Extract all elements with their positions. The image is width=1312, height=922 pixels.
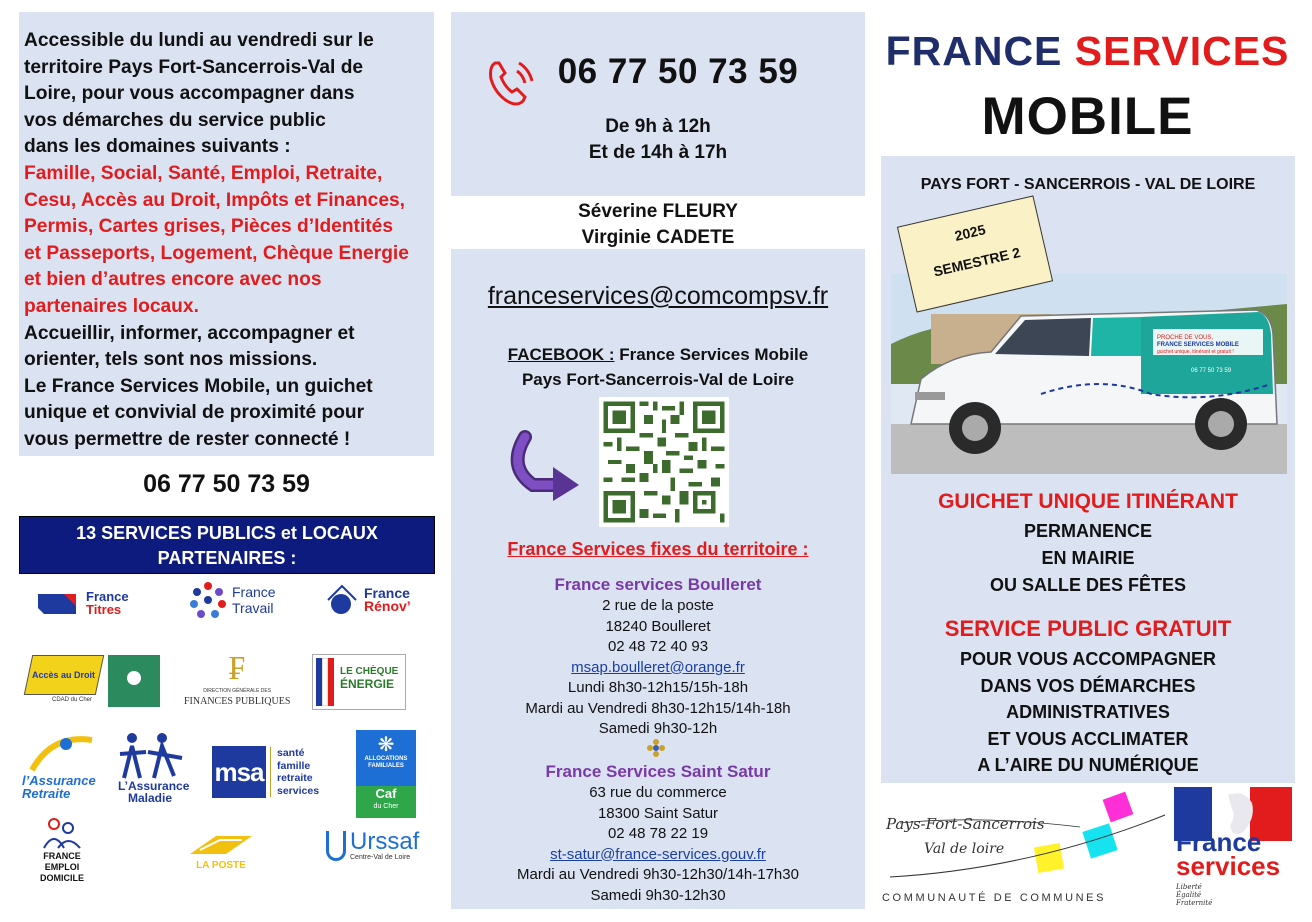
- assurance-maladie-logo: [118, 730, 190, 804]
- intro-text-box: [19, 12, 434, 456]
- permanence-line: PERMANENCE: [1023, 521, 1152, 541]
- partners-banner: [19, 516, 435, 574]
- caf-star-icon: ❋: [377, 734, 395, 756]
- title-france-services: [880, 28, 1295, 75]
- logo-text: Retraite: [22, 786, 71, 801]
- facebook-page-name: France Services Mobile: [614, 345, 809, 364]
- office-boulleret: [451, 574, 865, 740]
- office-name: France services Boulleret: [554, 575, 762, 594]
- cc-label: COMMUNAUTÉ DE COMMUNES: [882, 892, 1107, 904]
- permanence-line: OU SALLE DES FÊTES: [989, 575, 1187, 595]
- accompany-line: A L’AIRE DU NUMÉRIQUE: [977, 755, 1199, 775]
- facebook-info: [451, 342, 865, 392]
- france-titres-icon: [36, 590, 82, 616]
- logo-text: France: [364, 585, 410, 601]
- hours-line: Et de 14h à 17h: [588, 142, 728, 163]
- urssaf-logo: [326, 830, 419, 861]
- logo-text: ÉNERGIE: [340, 677, 395, 691]
- office-phone: 02 48 78 22 19: [607, 825, 709, 842]
- logo-text: l’Assurance: [22, 773, 96, 788]
- logo-text: FAMILIALES: [368, 763, 404, 769]
- permanence-text: [881, 518, 1295, 599]
- communaute-communes-logo: [880, 785, 1170, 910]
- acces-droit-sign-icon: [24, 655, 105, 695]
- mission-line: orienter, tels sont nos missions.: [24, 349, 318, 371]
- intro-paragraph: [24, 28, 428, 161]
- semester-label: SEMESTRE 2: [931, 244, 1022, 280]
- mission-line: unique et convivial de proximité pour: [24, 402, 365, 424]
- title-word: FRANCE: [885, 28, 1075, 74]
- phone-box: [451, 12, 865, 196]
- green-partner-logo: [108, 655, 160, 707]
- france-renov-logo: [324, 582, 411, 618]
- logo-text: FRANCE: [43, 851, 81, 861]
- free-service-heading: SERVICE PUBLIC GRATUIT: [944, 616, 1232, 641]
- year-label: 2025: [953, 221, 988, 244]
- office-phone: 02 48 72 40 93: [607, 638, 709, 655]
- office-street: 63 rue du commerce: [589, 784, 727, 801]
- logo-text: Caf: [375, 786, 397, 801]
- domain-line: et bien d’autres encore avec nos: [24, 269, 322, 291]
- logo-text: Titres: [86, 602, 122, 617]
- logo-text: DOMICILE: [40, 873, 84, 883]
- fed-figures-icon: [40, 816, 84, 850]
- domain-line: partenaires locaux.: [24, 295, 199, 317]
- office-name: France Services Saint Satur: [545, 762, 771, 781]
- opening-hours: [451, 114, 865, 166]
- office-hours: Samedi 9h30-12h: [598, 720, 718, 737]
- cc-script-name: Pays-Fort-Sancerrois: [886, 815, 1045, 833]
- agent-name: Séverine FLEURY: [578, 201, 738, 222]
- logo-text: retraite: [277, 772, 313, 784]
- territory-name: PAYS FORT - SANCERROIS - VAL DE LOIRE: [920, 176, 1256, 193]
- office-city: 18240 Boulleret: [605, 617, 711, 635]
- logo-text: santé: [277, 747, 305, 759]
- assurance-retraite-logo: [22, 730, 98, 800]
- van-slogan: PROCHE DE VOUS,: [1157, 335, 1214, 341]
- office-email-link[interactable]: msap.boulleret@orange.fr: [571, 658, 745, 676]
- van-phone: 06 77 50 73 59: [1191, 368, 1232, 374]
- domain-line: Famille, Social, Santé, Emploi, Retraite,: [24, 162, 383, 184]
- msa-mark-icon: msa: [212, 746, 266, 798]
- cheque-energie-frame: [312, 654, 406, 710]
- green-logo-icon: [127, 671, 141, 685]
- maladie-figures-icon: [118, 730, 190, 780]
- domains-list: [24, 161, 428, 321]
- mission-line: vous permettre de rester connecté !: [24, 428, 351, 450]
- logo-text: DIRECTION GÉNÉRALE DES: [203, 688, 272, 694]
- service-description-box: [881, 156, 1295, 783]
- motto-line: Égalité: [1176, 891, 1202, 899]
- france-emploi-domicile-logo: [40, 816, 84, 883]
- office-saint-satur: [451, 761, 865, 906]
- permanence-line: EN MAIRIE: [1041, 548, 1135, 568]
- facebook-page-name: Pays Fort-Sancerrois-Val de Loire: [521, 370, 795, 389]
- logo-text: Urssaf: [350, 828, 420, 855]
- house-icon: [324, 582, 360, 618]
- office-hours: Mardi au Vendredi 8h30-12h15/14h-18h: [525, 699, 791, 717]
- agents-names: [451, 199, 865, 251]
- title-word: SERVICES: [1074, 28, 1290, 74]
- logo-text: Rénov’: [364, 598, 411, 614]
- fs-logo-text: services: [1176, 851, 1281, 881]
- logo-text: EMPLOI: [44, 862, 80, 872]
- partners-banner-line: PARTENAIRES :: [157, 548, 297, 568]
- intro-line: Accessible du lundi au vendredi sur le: [24, 30, 374, 51]
- office-email-link[interactable]: st-satur@france-services.gouv.fr: [550, 845, 766, 863]
- office-hours: Samedi 9h30-12h30: [590, 886, 726, 904]
- logo-text: Centre-Val de Loire: [350, 854, 411, 861]
- domain-line: Cesu, Accès au Droit, Impôts et Finances,: [24, 189, 406, 211]
- agent-name: Virginie CADETE: [581, 227, 735, 248]
- logo-text: famille: [277, 759, 311, 772]
- accompany-line: ET VOUS ACCLIMATER: [987, 728, 1189, 749]
- van-slogan: guichet unique, itinérant et gratuit !: [1157, 349, 1234, 355]
- office-street: 2 rue de la poste: [602, 597, 714, 614]
- left-phone-number: 06 77 50 73 59: [143, 470, 310, 498]
- intro-line: territoire Pays Fort-Sancerrois-Val de: [24, 56, 364, 78]
- logo-text: du Cher: [373, 803, 399, 810]
- office-city: 18300 Saint Satur: [597, 804, 719, 822]
- intro-line: vos démarches du service public: [24, 109, 326, 131]
- la-poste-bird-icon: [186, 832, 256, 858]
- main-phone-number: 06 77 50 73 59: [557, 52, 799, 91]
- mission-line: Le France Services Mobile, un guichet: [24, 375, 373, 397]
- contact-box: [451, 249, 865, 909]
- retraite-figure-icon: [22, 730, 98, 774]
- title-mobile: MOBILE: [981, 87, 1194, 146]
- acces-au-droit-logo: [28, 655, 100, 695]
- facebook-label: FACEBOOK :: [507, 345, 615, 364]
- fs-logo-text: France: [1176, 827, 1262, 857]
- logo-text: LE CHÈQUE: [340, 666, 399, 677]
- motto-line: Liberté: [1176, 883, 1202, 891]
- cc-script-name: Val de loire: [924, 841, 1005, 857]
- logo-text: FINANCES PUBLIQUES: [184, 696, 291, 707]
- la-poste-logo: [186, 832, 256, 871]
- logo-text: LA POSTE: [196, 860, 246, 871]
- domain-line: et Passeports, Logement, Chèque Energie: [24, 242, 409, 264]
- flower-ornament-icon: [647, 739, 665, 757]
- france-titres-logo: [36, 590, 129, 616]
- logo-caption: CDAD du Cher: [52, 697, 93, 703]
- hours-line: De 9h à 12h: [605, 116, 711, 137]
- logo-text: ALLOCATIONS: [364, 756, 408, 762]
- logo-text: Travail: [232, 600, 274, 616]
- facebook-qr-code[interactable]: [599, 397, 729, 527]
- office-hours: Mardi au Vendredi 9h30-12h30/14h-17h30: [517, 866, 799, 883]
- accompany-line: ADMINISTRATIVES: [1006, 702, 1170, 722]
- van-slogan: FRANCE SERVICES MOBILE: [1157, 342, 1239, 348]
- france-travail-logo: [188, 580, 276, 620]
- urssaf-u-icon: [326, 831, 346, 861]
- intro-line: Loire, pour vous accompagner dans: [24, 83, 355, 105]
- logo-text: France: [232, 584, 276, 600]
- accompany-text: [881, 646, 1295, 779]
- mission-paragraph: [24, 321, 428, 454]
- logo-text: France: [86, 589, 129, 604]
- guichet-heading: GUICHET UNIQUE ITINÉRANT: [938, 490, 1238, 513]
- partners-banner-line: 13 SERVICES PUBLICS et LOCAUX: [76, 523, 378, 543]
- intro-line: dans les domaines suivants :: [24, 136, 291, 158]
- cheque-energie-logo: [312, 654, 406, 710]
- msa-logo: [212, 746, 319, 798]
- france-services-logo: [1172, 785, 1294, 910]
- motto-line: Fraternité: [1176, 899, 1213, 907]
- office-hours: Lundi 8h30-12h15/15h-18h: [567, 679, 749, 696]
- france-travail-icon: [188, 580, 228, 620]
- curved-arrow-icon: [503, 427, 583, 502]
- fixed-offices-title: France Services fixes du territoire :: [507, 539, 809, 559]
- accompany-line: DANS VOS DÉMARCHES: [980, 675, 1196, 696]
- logo-text: Maladie: [128, 791, 173, 805]
- finances-f-icon: ₣: [228, 650, 246, 687]
- logo-text: Accès au Droit: [32, 670, 96, 680]
- logo-text: L’Assurance: [118, 779, 190, 793]
- domain-line: Permis, Cartes grises, Pièces d’Identités: [24, 216, 394, 238]
- logo-text: services: [277, 784, 320, 797]
- mission-line: Accueillir, informer, accompagner et: [24, 322, 355, 344]
- finances-publiques-logo: [184, 652, 290, 707]
- main-email-link[interactable]: franceservices@comcompsv.fr: [487, 282, 829, 310]
- accompany-line: POUR VOUS ACCOMPAGNER: [959, 649, 1217, 669]
- caf-logo: [356, 730, 416, 818]
